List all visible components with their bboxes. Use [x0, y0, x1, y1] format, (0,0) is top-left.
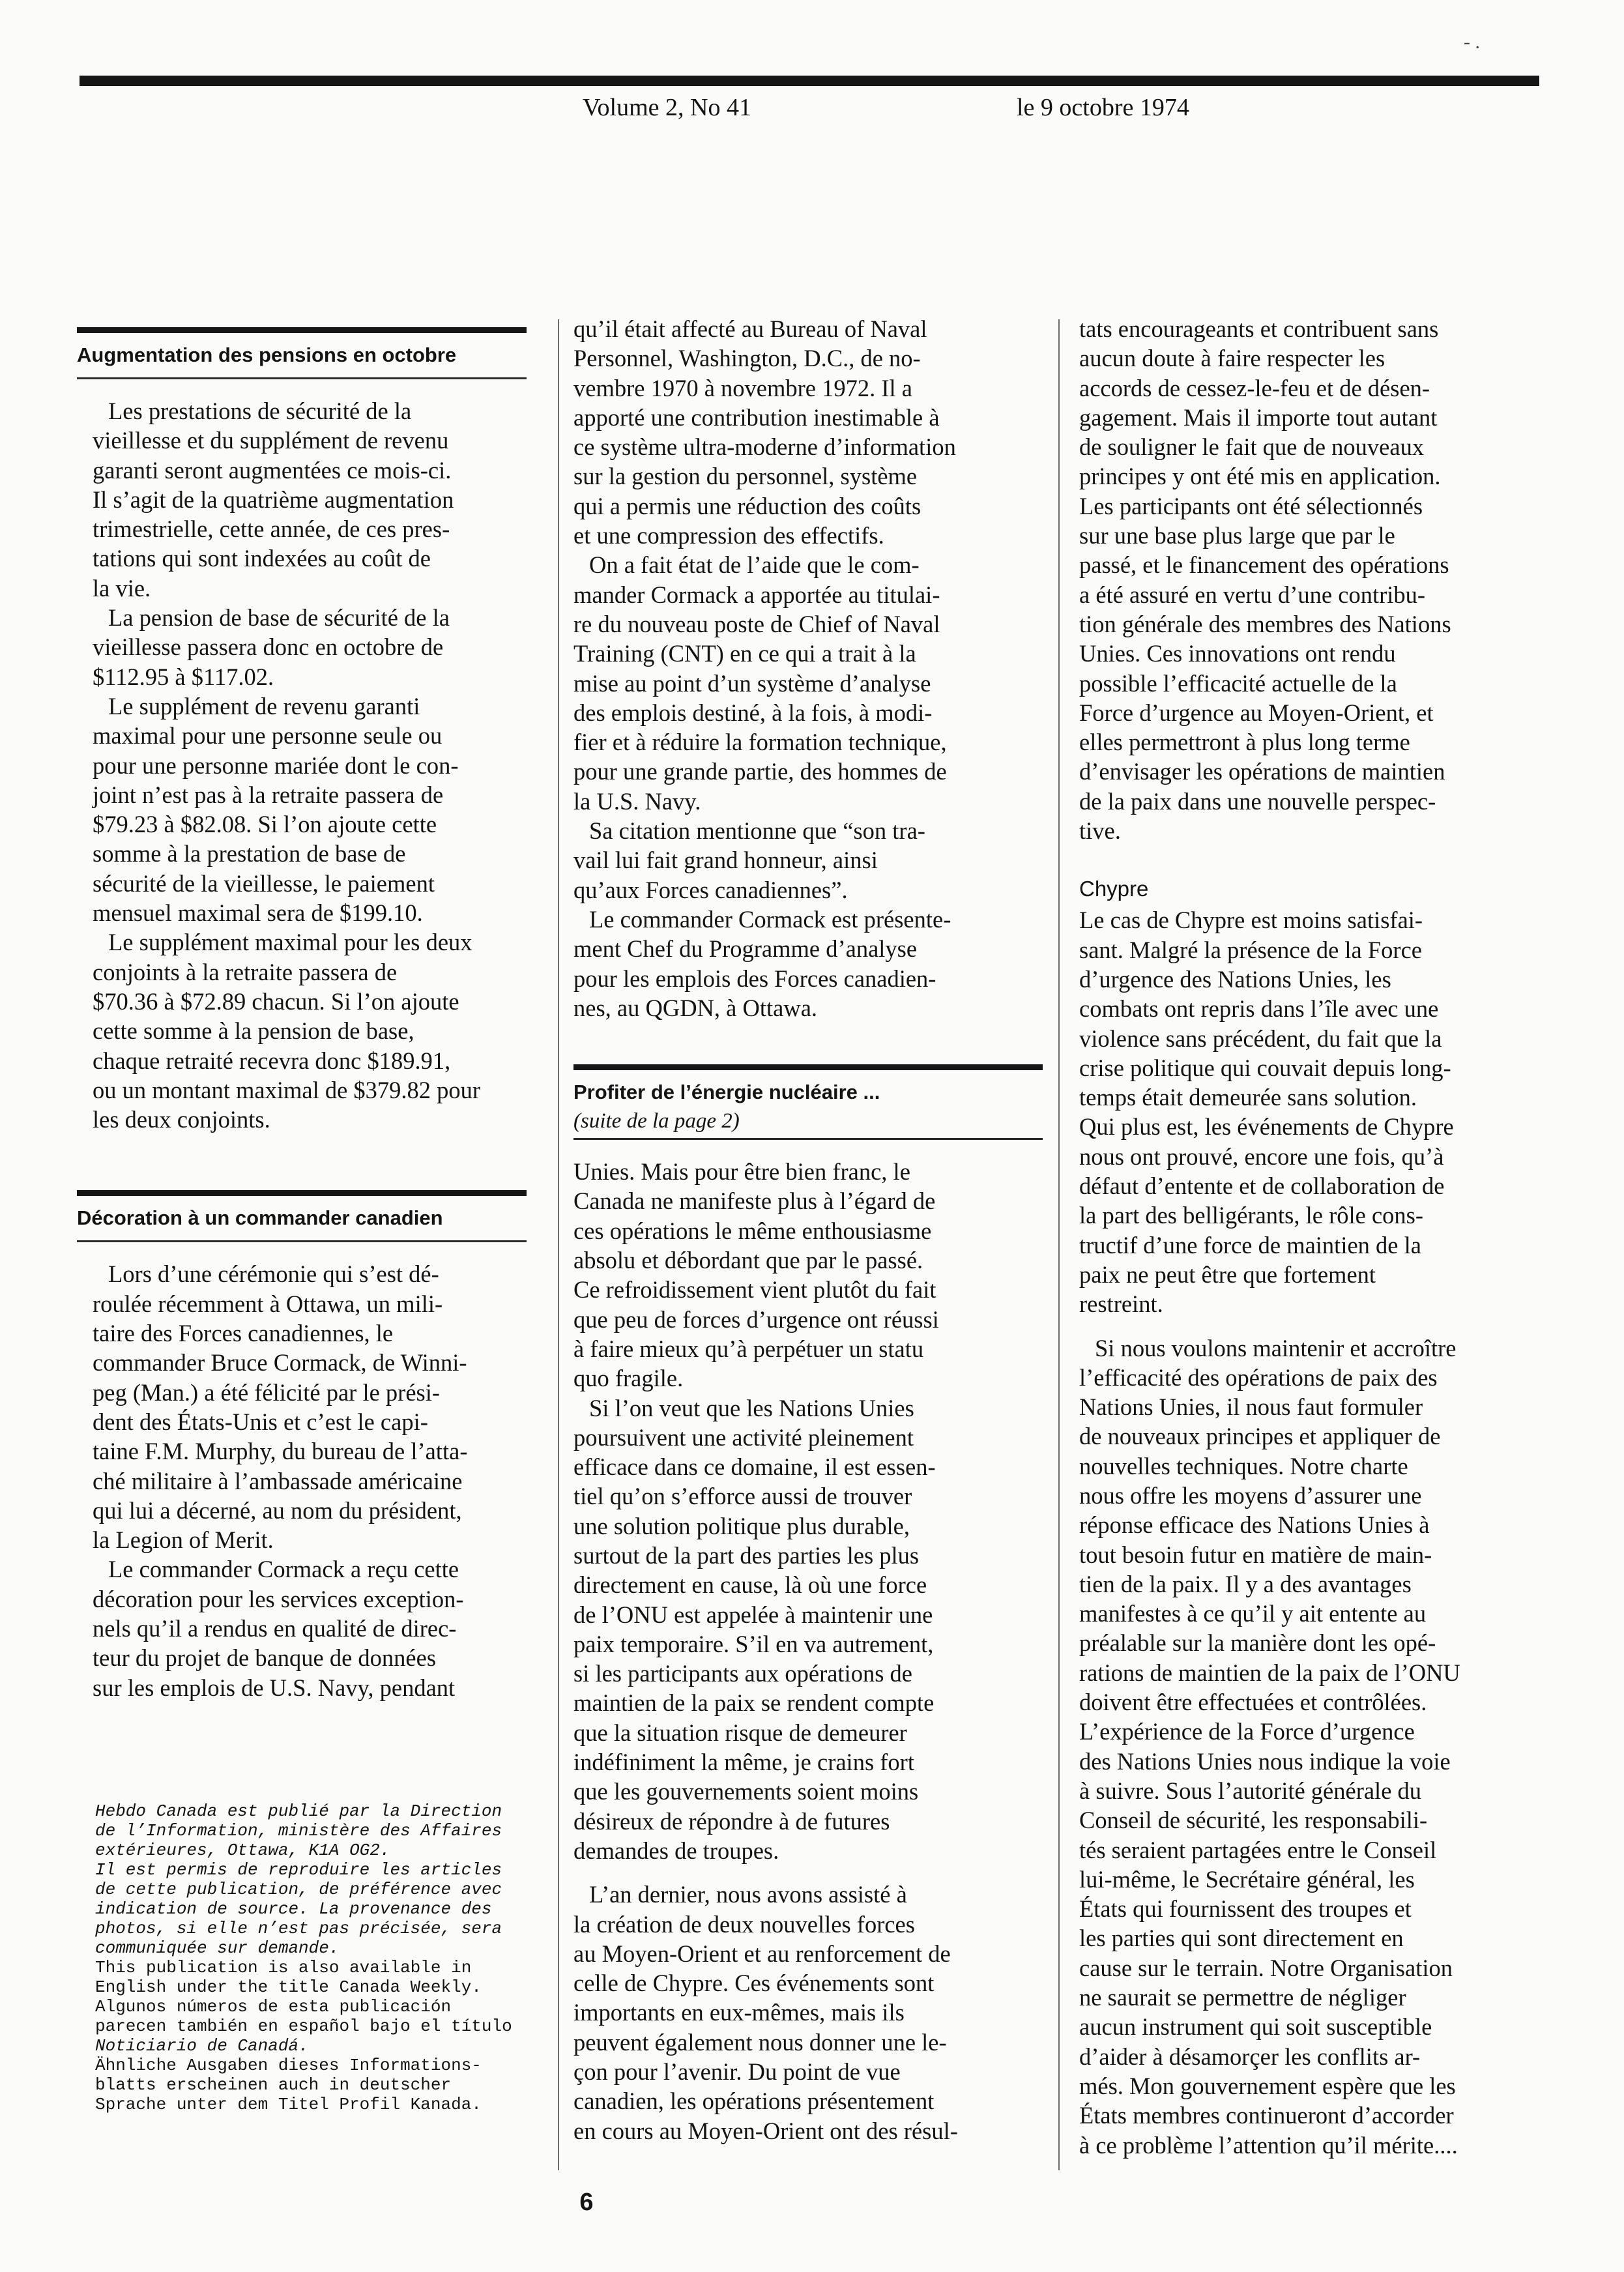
article-subheading: (suite de la page 2)	[573, 1109, 740, 1133]
text-line: sant. Malgré la présence de la Force	[1079, 936, 1422, 963]
text-line: défaut d’entente et de collaboration de	[1079, 1172, 1445, 1200]
text-line: désireux de répondre à de futures	[573, 1807, 890, 1835]
text-line: Le supplément maximal pour les deux	[108, 929, 472, 956]
text-line: de souligner le fait que de nouveaux	[1079, 433, 1425, 461]
text-line: Si l’on veut que les Nations Unies	[589, 1394, 914, 1421]
text-line: sécurité de la vieillesse, le paiement	[93, 869, 435, 897]
text-line: à faire mieux qu’à perpétuer un statu	[573, 1335, 924, 1362]
credit-line: indication de source. La provenance des	[95, 1899, 492, 1919]
text-line: sur les emplois de U.S. Navy, pendant	[93, 1674, 456, 1701]
text-line: Unies. Ces innovations ont rendu	[1079, 640, 1396, 667]
text-line: doivent être effectuées et contrôlées.	[1079, 1689, 1427, 1716]
text-line: Si nous voulons maintenir et accroître	[1095, 1334, 1457, 1362]
text-line: gagement. Mais il importe tout autant	[1079, 403, 1438, 431]
text-line: Le supplément de revenu garanti	[108, 692, 420, 720]
text-line: indéfiniment la même, je crains fort	[573, 1749, 914, 1776]
text-line: des emplois destiné, à la fois, à modi-	[573, 699, 933, 726]
text-line: paix temporaire. S’il en va autrement,	[573, 1630, 934, 1657]
text-line: maximal pour une personne seule ou	[93, 722, 442, 750]
text-line: absolu et débordant que par le passé.	[573, 1247, 923, 1274]
text-line: vembre 1970 à novembre 1972. Il a	[573, 374, 912, 401]
text-line: ces opérations le même enthousiasme	[573, 1217, 932, 1244]
text-line: décoration pour les services exception-	[93, 1585, 464, 1612]
credit-line: blatts erscheinen auch in deutscher	[95, 2075, 452, 2095]
text-line: lui-même, le Secrétaire général, les	[1079, 1865, 1415, 1893]
credit-line: English under the title Canada Weekly.	[95, 1977, 482, 1997]
text-line: Qui plus est, les événements de Chypre	[1079, 1113, 1454, 1141]
text-line: de la paix dans une nouvelle perspec-	[1079, 787, 1436, 815]
credit-line: communiquée sur demande.	[95, 1938, 340, 1958]
text-line: l’efficacité des opérations de paix des	[1079, 1363, 1438, 1391]
article-body-pensions	[77, 396, 527, 1134]
credit-line: Ähnliche Ausgaben dieses Informations-	[95, 2056, 482, 2075]
text-line: Force d’urgence au Moyen-Orient, et	[1079, 699, 1434, 726]
text-line: pour les emplois des Forces canadien-	[573, 965, 936, 992]
text-line: États qui fournissent des troupes et	[1079, 1895, 1412, 1923]
text-line: à suivre. Sous l’autorité générale du	[1079, 1777, 1422, 1804]
credit-line: This publication is also available in	[95, 1958, 472, 1977]
text-line: poursuivent une activité pleinement	[573, 1423, 914, 1451]
text-line: mensuel maximal sera de $199.10.	[93, 899, 423, 927]
heading-underline	[573, 1138, 1043, 1140]
text-line: Le cas de Chypre est moins satisfai-	[1079, 907, 1423, 934]
text-line: tats encourageants et contribuent sans	[1079, 315, 1439, 342]
text-line: importants en eux-mêmes, mais ils	[573, 1999, 905, 2026]
text-line: roulée récemment à Ottawa, un mili-	[93, 1290, 443, 1317]
text-line: directement en cause, là où une force	[573, 1571, 927, 1599]
text-line: nous ont prouvé, encore une fois, qu’à	[1079, 1143, 1444, 1170]
text-line: garanti seront augmentées ce mois-ci.	[93, 456, 452, 484]
text-line: teur du projet de banque de données	[93, 1644, 437, 1672]
text-line: Les prestations de sécurité de la	[108, 398, 412, 424]
text-line: Training (CNT) en ce qui a trait à la	[573, 640, 916, 667]
text-line: restreint.	[1079, 1290, 1163, 1318]
issue-date: le 9 octobre 1974	[1017, 94, 1189, 121]
credit-line: Il est permis de reproduire les articles	[95, 1860, 502, 1880]
text-line: Personnel, Washington, D.C., de no-	[573, 345, 921, 372]
text-line: mise au point d’un système d’analyse	[573, 669, 931, 697]
text-line: cause sur le terrain. Notre Organisation	[1079, 1954, 1453, 1981]
text-line: L’an dernier, nous avons assisté à	[589, 1881, 907, 1908]
text-line: a été assuré en vertu d’une contribu-	[1079, 581, 1426, 608]
text-line: les deux conjoints.	[93, 1106, 270, 1133]
text-line: paix ne peut être que fortement	[1079, 1260, 1376, 1288]
credit-line: Sprache unter dem Titel Profil Kanada.	[95, 2095, 482, 2114]
text-line: canadien, les opérations présentement	[573, 2088, 935, 2115]
masthead-rule	[80, 76, 1539, 86]
text-line: $112.95 à $117.02.	[93, 663, 274, 690]
text-line: nels qu’il a rendus en qualité de direc-	[93, 1614, 457, 1642]
text-line: Nations Unies, il nous faut formuler	[1079, 1393, 1423, 1421]
text-line: Il s’agit de la quatrième augmentation	[93, 486, 454, 513]
text-line: Le commander Cormack est présente-	[589, 905, 951, 933]
corner-mark: - .	[1464, 31, 1480, 53]
text-line: qui lui a décerné, au nom du président,	[93, 1496, 462, 1524]
text-line: cette somme à la pension de base,	[93, 1017, 414, 1045]
text-line: maintien de la paix se rendent compte	[573, 1689, 935, 1717]
heading-underline	[77, 377, 527, 379]
credit-line: de l’Information, ministère des Affaires	[95, 1821, 502, 1841]
text-line: pour une grande partie, des hommes de	[573, 758, 947, 785]
text-line: préalable sur la manière dont les opé-	[1079, 1629, 1436, 1657]
text-line: violence sans précédent, du fait que la	[1079, 1025, 1442, 1052]
text-line: ce système ultra-moderne d’information	[573, 433, 956, 461]
credit-line: Algunos números de esta publicación	[95, 1997, 452, 2017]
text-line: elles permettront à plus long terme	[1079, 729, 1410, 756]
text-line: peg (Man.) a été félicité par le prési-	[93, 1378, 441, 1406]
text-line: qu’aux Forces canadiennes”.	[573, 876, 848, 903]
text-line: et une compression des effectifs.	[573, 522, 884, 549]
text-line: quo fragile.	[573, 1365, 684, 1392]
text-line: celle de Chypre. Ces événements sont	[573, 1970, 935, 1997]
text-line: tiel qu’on s’efforce aussi de trouver	[573, 1483, 912, 1510]
text-line: que les gouvernements soient moins	[573, 1778, 919, 1805]
text-line: peuvent également nous donner une le-	[573, 2028, 947, 2056]
text-line: la création de deux nouvelles forces	[573, 1910, 915, 1938]
text-line: principes y ont été mis en application.	[1079, 463, 1441, 490]
credit-line: photos, si elle n’est pas précisée, sera	[95, 1919, 502, 1938]
text-line: possible l’efficacité actuelle de la	[1079, 669, 1397, 697]
article-heading-nuclear: Profiter de l’énergie nucléaire ...	[573, 1081, 880, 1104]
credit-line: Noticiario de Canadá.	[95, 2036, 309, 2056]
text-line: Lors d’une cérémonie qui s’est dé-	[108, 1260, 439, 1288]
text-line: que peu de forces d’urgence ont réussi	[573, 1305, 939, 1333]
text-line: la part des belligérants, le rôle cons-	[1079, 1202, 1424, 1229]
text-line: d’aider à désamorçer les conflits ar-	[1079, 2043, 1421, 2070]
article-rule	[77, 1190, 527, 1196]
text-line: rations de maintien de la paix de l’ONU	[1079, 1659, 1460, 1686]
text-line: fier et à réduire la formation technique,	[573, 729, 947, 756]
article-rule	[77, 327, 527, 333]
text-line: tien de la paix. Il y a des avantages	[1079, 1570, 1412, 1597]
credit-line: de cette publication, de préférence avec	[95, 1880, 502, 1899]
credit-line: extérieures, Ottawa, K1A OG2.	[95, 1841, 390, 1860]
text-line: à ce problème l’attention qu’il mérite....	[1079, 2131, 1458, 2159]
text-line: vieillesse et du supplément de revenu	[93, 427, 449, 454]
text-line: la Legion of Merit.	[93, 1526, 274, 1554]
heading-underline	[77, 1240, 527, 1242]
column-divider	[558, 319, 559, 2170]
text-line: re du nouveau poste de Chief of Naval	[573, 610, 940, 637]
text-line: accords de cessez-le-feu et de désen-	[1079, 374, 1430, 401]
text-line: passé, et le financement des opérations	[1079, 551, 1449, 579]
text-line: commander Bruce Cormack, de Winni-	[93, 1349, 467, 1376]
text-line: nous offre les moyens d’assurer une	[1079, 1481, 1422, 1509]
text-line: qu’il était affecté au Bureau of Naval	[573, 315, 927, 342]
text-line: pour une personne mariée dont le con-	[93, 751, 459, 779]
text-line: $79.23 à $82.08. Si l’on ajoute cette	[93, 811, 437, 838]
text-line: nouvelles techniques. Notre charte	[1079, 1452, 1408, 1479]
text-line: demandes de troupes.	[573, 1837, 779, 1864]
article-rule	[573, 1064, 1043, 1070]
text-line: tés seraient partagées entre le Conseil	[1079, 1836, 1437, 1863]
text-line: L’expérience de la Force d’urgence	[1079, 1718, 1415, 1745]
text-line: ché militaire à l’ambassade américaine	[93, 1467, 463, 1494]
text-line: $70.36 à $72.89 chacun. Si l’on ajoute	[93, 987, 459, 1015]
text-line: Le commander Cormack a reçu cette	[108, 1556, 459, 1583]
text-line: conjoints à la retraite passera de	[93, 958, 398, 985]
volume-number: Volume 2, No 41	[583, 94, 751, 121]
publication-credits	[95, 1801, 545, 2114]
text-line: États membres continueront d’accorder	[1079, 2102, 1454, 2129]
column-divider	[1058, 319, 1060, 2170]
text-line: Conseil de sécurité, les responsabili-	[1079, 1807, 1428, 1834]
text-line: réponse efficace des Nations Unies à	[1079, 1511, 1430, 1539]
text-line: Sa citation mentionne que “son tra-	[589, 817, 925, 845]
text-line: crise politique qui couvait depuis long-	[1079, 1054, 1451, 1081]
credit-line: Hebdo Canada est publié par la Direction	[95, 1801, 502, 1821]
text-line: çon pour l’avenir. Du point de vue	[573, 2058, 901, 2086]
text-line: de nouveaux principes et appliquer de	[1079, 1423, 1441, 1450]
text-line: ment Chef du Programme d’analyse	[573, 935, 918, 963]
text-line: mander Cormack a apportée au titulai-	[573, 581, 940, 608]
text-line: au Moyen-Orient et au renforcement de	[573, 1940, 951, 1967]
text-line: taire des Forces canadiennes, le	[93, 1320, 394, 1347]
column-2	[573, 314, 1043, 2146]
text-line: trimestrielle, cette année, de ces pres-	[93, 516, 450, 543]
text-line: ne saurait se permettre de négliger	[1079, 1984, 1406, 2011]
article-heading-pensions: Augmentation des pensions en octobre	[77, 343, 457, 366]
text-line: joint n’est pas à la retraite passera de	[93, 781, 444, 808]
text-line: nes, au QGDN, à Ottawa.	[573, 994, 818, 1021]
text-line: des Nations Unies nous indique la voie	[1079, 1747, 1451, 1775]
section-heading-chypre: Chypre	[1079, 877, 1149, 901]
text-line: On a fait état de l’aide que le com-	[589, 551, 920, 579]
text-line: Canada ne manifeste plus à l’égard de	[573, 1187, 936, 1215]
text-line: sur une base plus large que par le	[1079, 522, 1395, 549]
text-line: une solution politique plus durable,	[573, 1512, 910, 1539]
text-line: chaque retraité recevra donc $189.91,	[93, 1047, 451, 1074]
text-line: la vie.	[93, 574, 151, 602]
text-line: temps était demeurée sans solution.	[1079, 1084, 1417, 1111]
text-line: aucun instrument qui soit susceptible	[1079, 2013, 1432, 2041]
text-line: en cours au Moyen-Orient ont des résul-	[573, 2117, 958, 2144]
article-heading-decoration: Décoration à un commander canadien	[77, 1206, 443, 1230]
text-line: qui a permis une réduction des coûts	[573, 492, 921, 519]
column-3	[1079, 314, 1548, 2160]
text-line: tout besoin futur en matière de main-	[1079, 1541, 1432, 1568]
text-line: dent des États-Unis et c’est le capi-	[93, 1408, 428, 1435]
text-line: tive.	[1079, 817, 1121, 845]
text-line: tructif d’une force de maintien de la	[1079, 1231, 1421, 1259]
text-line: Ce refroidissement vient plutôt du fait	[573, 1276, 936, 1303]
text-line: tion générale des membres des Nations	[1079, 610, 1451, 637]
text-line: ou un montant maximal de $379.82 pour	[93, 1076, 481, 1103]
text-line: vail lui fait grand honneur, ainsi	[573, 847, 878, 874]
credit-line: parecen también en español bajo el título	[95, 2017, 512, 2036]
text-line: més. Mon gouvernement espère que les	[1079, 2072, 1456, 2099]
text-line: La pension de base de sécurité de la	[108, 604, 450, 632]
text-line: d’urgence des Nations Unies, les	[1079, 965, 1391, 993]
text-line: tations qui sont indexées au coût de	[93, 545, 431, 572]
text-line: sur la gestion du personnel, système	[573, 463, 918, 490]
text-line: vieillesse passera donc en octobre de	[93, 634, 444, 661]
page-number: 6	[579, 2189, 594, 2216]
text-line: Unies. Mais pour être bien franc, le	[573, 1158, 910, 1186]
column-1	[77, 327, 527, 1702]
text-line: apporté une contribution inestimable à	[573, 403, 940, 431]
text-line: combats ont repris dans l’île avec une	[1079, 995, 1439, 1023]
text-line: Les participants ont été sélectionnés	[1079, 492, 1423, 519]
text-line: somme à la prestation de base de	[93, 840, 406, 867]
text-line: de l’ONU est appelée à maintenir une	[573, 1601, 933, 1628]
text-line: manifestes à ce qu’il y ait entente au	[1079, 1600, 1427, 1627]
text-line: surtout de la part des parties les plus	[573, 1541, 920, 1569]
text-line: les parties qui sont directement en	[1079, 1925, 1404, 1952]
text-line: aucun doute à faire respecter les	[1079, 345, 1385, 372]
text-line: d’envisager les opérations de maintien	[1079, 758, 1445, 785]
text-line: si les participants aux opérations de	[573, 1660, 912, 1687]
article-body-decoration	[77, 1259, 527, 1702]
text-line: la U.S. Navy.	[573, 787, 701, 815]
text-line: que la situation risque de demeurer	[573, 1719, 907, 1746]
text-line: taine F.M. Murphy, du bureau de l’atta-	[93, 1438, 468, 1465]
text-line: efficace dans ce domaine, il est essen-	[573, 1453, 936, 1481]
